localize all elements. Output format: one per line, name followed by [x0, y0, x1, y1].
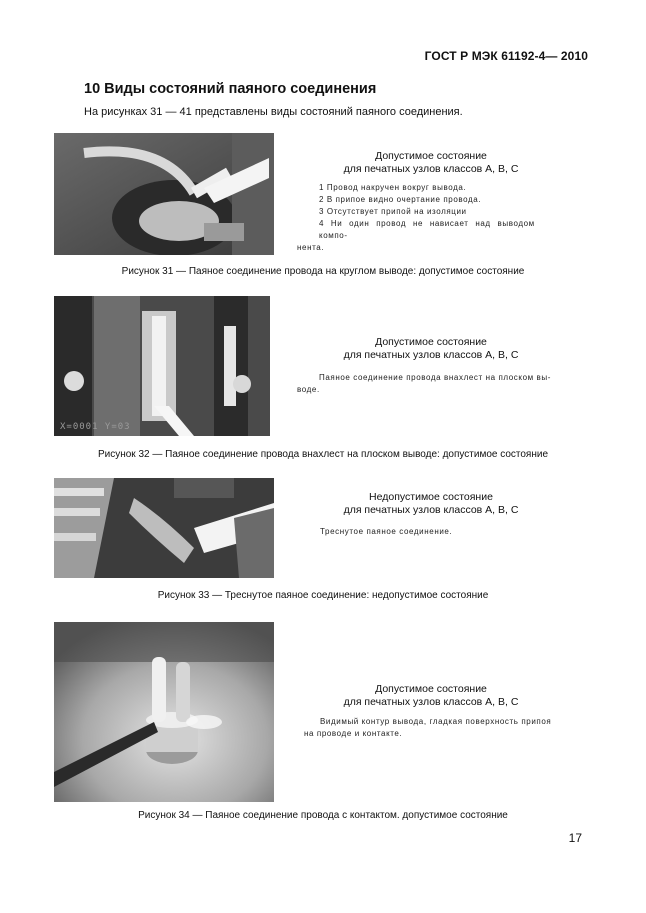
figure-33-caption: Рисунок 33 — Треснутое паяное соединение: недопустимое состояние — [157, 590, 489, 601]
note-line: 1 Провод накручен вокруг вывода. — [319, 183, 467, 192]
figure-34-status — [296, 683, 566, 709]
figure-33-photo — [54, 478, 274, 578]
figure-32-status-line1: Допустимое состояние — [375, 336, 487, 348]
figure-33-status — [296, 491, 566, 517]
figure-34-photo — [54, 622, 274, 802]
note-line: 3 Отсутствует припой на изоляции — [319, 207, 467, 216]
note-line: 2 В припое видно очертание провода. — [319, 195, 482, 204]
note-line: на проводе и контакте. — [304, 729, 403, 738]
figure-31-status — [296, 150, 566, 176]
figure-31-photo — [54, 133, 274, 255]
figure-34-notes — [304, 716, 562, 740]
intro-text: На рисунках 31 — 41 представлены виды состояний паяного соединения. — [84, 106, 463, 118]
note-line: воде. — [297, 385, 320, 394]
figure-32-status-line2: для печатных узлов классов А, В, С — [343, 349, 519, 361]
figure-32-status — [296, 336, 566, 362]
figure-31-notes — [297, 182, 559, 254]
note-line: Видимый контур вывода, гладкая поверхность припоя — [320, 717, 552, 726]
figure-33-notes — [320, 526, 560, 538]
figure-32-caption: Рисунок 32 — Паяное соединение провода внахлест на плоском выводе: допустимое состояние — [97, 449, 549, 460]
note-line: Треснутое паяное соединение. — [320, 527, 453, 536]
figure-31-status-line2: для печатных узлов классов А, В, С — [343, 163, 519, 175]
figure-31-status-line1: Допустимое состояние — [375, 150, 487, 162]
note-line: 4 Ни один провод не нависает над выводом компо- — [319, 219, 535, 240]
figure-34-status-line1: Допустимое состояние — [375, 683, 487, 695]
figure-32-overlay-text: X=0001 Y=03 — [60, 422, 131, 432]
note-line: Паяное соединение провода внахлест на плоском вы- — [319, 373, 552, 382]
figure-34-caption: Рисунок 34 — Паяное соединение провода с контактом. допустимое состояние — [138, 810, 508, 821]
figure-33-status-line1: Недопустимое состояние — [369, 491, 493, 503]
page-number: 17 — [568, 831, 582, 845]
figure-33-status-line2: для печатных узлов классов А, В, С — [343, 504, 519, 516]
figure-32-notes — [297, 372, 559, 396]
section-title: 10 Виды состояний паяного соединения — [84, 81, 377, 97]
figure-34-status-line2: для печатных узлов классов А, В, С — [343, 696, 519, 708]
note-line: нента. — [297, 243, 325, 252]
figure-31-caption: Рисунок 31 — Паяное соединение провода на круглом выводе: допустимое состояние — [121, 266, 525, 277]
document-code: ГОСТ Р МЭК 61192-4— 2010 — [424, 49, 588, 63]
figure-32-photo — [54, 296, 270, 436]
